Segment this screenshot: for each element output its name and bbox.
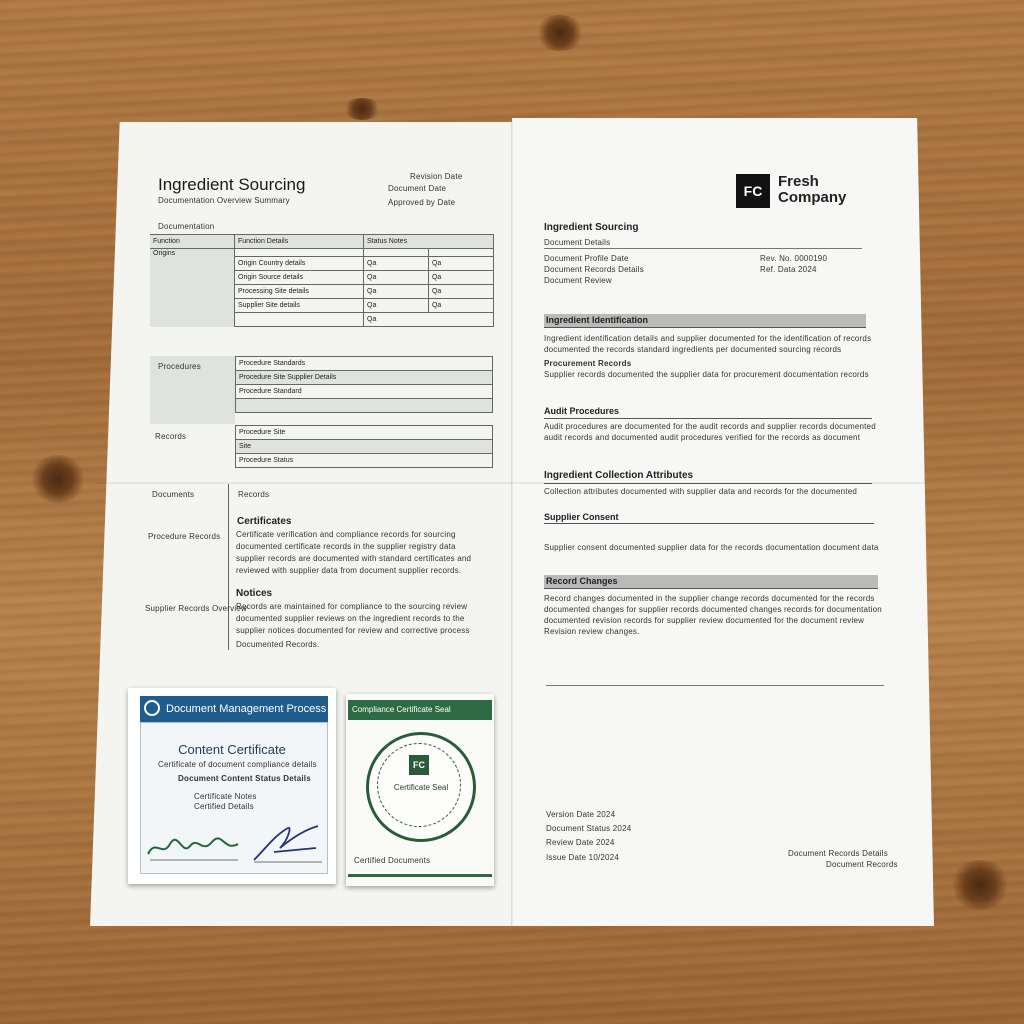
left-page-subtitle: Documentation Overview Summary [158,196,290,205]
signature-graphic [142,818,332,868]
records-label: Records [155,432,187,441]
procedures-label: Procedures [158,362,201,371]
footer-right-line: Document Records [826,860,898,869]
card-header-text: Document Management Process [166,703,327,715]
table-cell: Origin Source details [235,271,364,285]
table-cell: Site [236,440,493,454]
table-cell: Qa [364,285,429,299]
table-cell: Origin Country details [235,257,364,271]
table-cell: Procedure Status [236,454,493,468]
notices-text-line: Documented Records. [236,640,320,649]
section-heading: Audit Procedures [544,406,620,416]
notices-text-line: documented supplier reviews on the ingredient records to the [236,614,465,623]
doc-title: Ingredient Sourcing [544,222,639,233]
section-rule [544,523,874,524]
certificates-text-line: reviewed with supplier data from document supplier records. [236,566,462,575]
table-cell: Qa [364,257,429,271]
content-certificate-card [128,688,336,884]
table-cell [235,313,364,327]
card-title: Content Certificate [178,742,286,757]
side-label-supplier: Supplier Records Overview [145,604,247,613]
footer-right-line: Document Records Details [788,849,888,858]
header-meta-2: Document Date [388,184,447,193]
meta-left: Document Records Details [544,265,644,274]
certificates-text-line: supplier records are documented with standard certificates and [236,554,472,563]
left-page-title: Ingredient Sourcing [158,175,306,194]
table-cell: Procedure Standards [236,357,493,371]
table-header-cell: Function Details [235,235,364,249]
section-heading: Supplier Consent [544,512,619,522]
section-text-line: documented revision records for supplier review documented for the document review [544,616,865,625]
meta-right: Ref. Data 2024 [760,265,817,274]
card-line: Certificate of document compliance details [158,760,317,769]
notices-text-line: Records are maintained for compliance to the sourcing review [236,602,468,611]
header-meta-3: Approved by Date [388,198,456,207]
card-line: Certificate Notes [194,792,257,801]
section-text-line: Supplier consent documented supplier data for the records documentation document data [544,543,879,552]
section-text-line: documented the records standard ingredients per documented sourcing records [544,345,842,354]
records-table [235,425,493,468]
meta-left: Document Review [544,276,612,285]
footer-left-line: Document Status 2024 [546,824,632,833]
vertical-divider [228,484,229,650]
table-cell [236,399,493,413]
wood-knot [30,455,86,503]
table-cell: Qa [428,271,493,285]
section-heading: Ingredient Collection Attributes [544,470,694,481]
center-fold [511,118,514,926]
company-name-line: Company [778,189,847,206]
certificates-text-line: documented certificate records in the supplier registry data [236,542,456,551]
footer-left-line: Review Date 2024 [546,838,615,847]
seal-card-footer: Certified Documents [354,856,431,865]
section-heading: Record Changes [546,576,618,586]
table-cell: Qa [428,257,493,271]
footer-left-line: Issue Date 10/2024 [546,853,619,862]
table-header-cell: Function [150,235,235,249]
documents-label: Documents [152,490,195,499]
table-cell: Procedure Standard [236,385,493,399]
notices-heading: Notices [236,588,273,599]
table-cell: Procedure Site Supplier Details [236,371,493,385]
procedures-table [235,356,493,413]
footer-rule [546,685,884,686]
card-line: Document Content Status Details [178,774,311,783]
section-text-line: Audit procedures are documented for the audit records and supplier records documented [544,422,876,431]
card-line: Certified Details [194,802,254,811]
section-text-line: Revision review changes. [544,627,640,636]
seal-logo-icon: FC [409,755,429,775]
company-name-line: Fresh [778,173,819,190]
section-text-line: Collection attributes documented with supplier data and records for the documented [544,487,858,496]
seal-card-header-text: Compliance Certificate Seal [352,705,451,714]
table-cell: Qa [428,285,493,299]
section-text-line: Record changes documented in the supplier change records documented for the records [544,594,875,603]
meta-right: Rev. No. 0000190 [760,254,828,263]
section-text-line: Ingredient identification details and supplier documented for the identification of records [544,334,872,343]
wood-knot [342,98,382,120]
side-label-procedures: Procedure Records [148,532,221,541]
certificates-heading: Certificates [237,516,292,527]
doc-subtitle: Document Details [544,238,611,247]
table-cell: Supplier Site details [235,299,364,313]
table-cell: Qa [364,271,429,285]
row-label: Origins [150,249,235,327]
table-caption: Documentation [158,222,215,231]
table-cell: Processing Site details [235,285,364,299]
company-logo-icon: FC [736,174,770,208]
company-name [778,174,846,206]
table-cell: Qa [364,313,494,327]
title-rule [544,248,862,249]
records-side-label: Records [238,490,270,499]
seal-text: Certificate Seal [393,783,449,792]
wood-knot [950,860,1010,910]
table-cell: Qa [428,299,493,313]
certificates-text-line: Certificate verification and compliance records for sourcing [236,530,456,539]
section-subheading: Procurement Records [544,359,632,368]
table-header-cell: Status Notes [364,235,494,249]
table-cell: Procedure Site [236,426,493,440]
seal-card-footer-bar [348,874,492,877]
meta-left: Document Profile Date [544,254,629,263]
wood-knot [535,15,585,51]
section-rule [544,483,872,484]
origins-table [150,234,494,327]
compliance-seal [366,732,476,842]
notices-text-line: supplier notices documented for review and corrective process [236,626,470,635]
section-text-line: documented changes for supplier records documented changes records for documentation [544,605,882,614]
header-meta-1: Revision Date [410,172,463,181]
seal-certificate-card [346,694,494,886]
section-heading: Ingredient Identification [546,315,649,325]
table-cell: Qa [364,299,429,313]
footer-left-line: Version Date 2024 [546,810,616,819]
section-rule [544,418,872,419]
section-text-line: audit records and documented audit procedures verified for the records as document [544,433,861,442]
globe-icon [144,700,160,716]
section-text-line: Supplier records documented the supplier data for procurement documentation records [544,370,869,379]
